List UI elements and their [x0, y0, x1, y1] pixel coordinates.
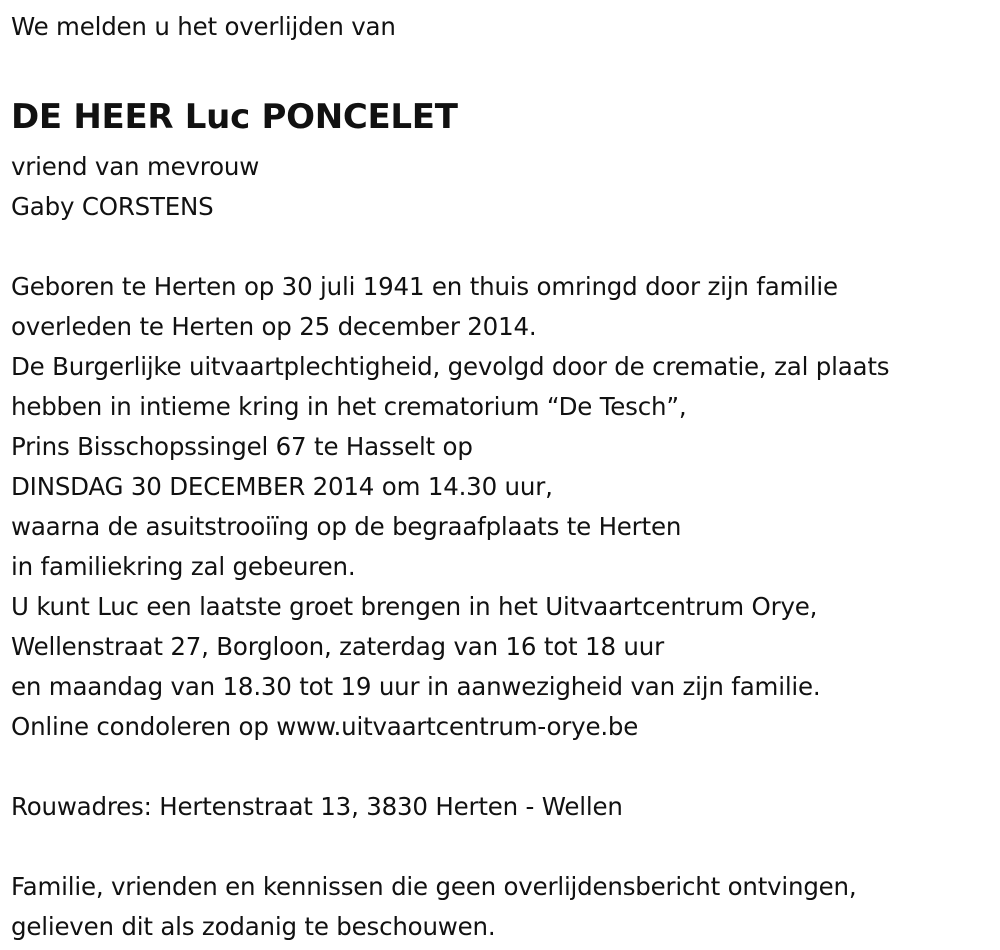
body-line: overleden te Herten op 25 december 2014. — [11, 312, 537, 341]
mourning-address: Rouwadres: Hertenstraat 13, 3830 Herten - Wellen — [11, 792, 623, 821]
intro-text: We melden u het overlijden van — [11, 12, 396, 41]
body-line: U kunt Luc een laatste groet brengen in het Uitvaartcentrum Orye, — [11, 592, 818, 621]
spacer — [11, 747, 996, 787]
body-line: Prins Bisschopssingel 67 te Hasselt op — [11, 432, 473, 461]
body-line: en maandag van 18.30 tot 19 uur in aanwezigheid van zijn familie. — [11, 672, 821, 701]
relation-line: Gaby CORSTENS — [11, 192, 214, 221]
body-line: in familiekring zal gebeuren. — [11, 552, 356, 581]
spacer — [11, 827, 996, 867]
body-line: waarna de asuitstrooiïng op de begraafplaats te Herten — [11, 512, 682, 541]
body-line: Wellenstraat 27, Borgloon, zaterdag van 16 tot 18 uur — [11, 632, 664, 661]
body-line: Geboren te Herten op 30 juli 1941 en thuis omringd door zijn familie — [11, 272, 838, 301]
body-line: De Burgerlijke uitvaartplechtigheid, gevolgd door de crematie, zal plaats — [11, 352, 890, 381]
closing-line: gelieven dit als zodanig te beschouwen. — [11, 912, 496, 941]
body-line: hebben in intieme kring in het crematorium “De Tesch”, — [11, 392, 687, 421]
closing-line: Familie, vrienden en kennissen die geen overlijdensbericht ontvingen, — [11, 872, 857, 901]
death-notice — [11, 7, 996, 947]
body-line: DINSDAG 30 DECEMBER 2014 om 14.30 uur, — [11, 472, 553, 501]
deceased-name: DE HEER Luc PONCELET — [11, 97, 458, 137]
condolence-website: Online condoleren op www.uitvaartcentrum-orye.be — [11, 712, 639, 741]
spacer — [11, 227, 996, 267]
relation-line: vriend van mevrouw — [11, 152, 260, 181]
